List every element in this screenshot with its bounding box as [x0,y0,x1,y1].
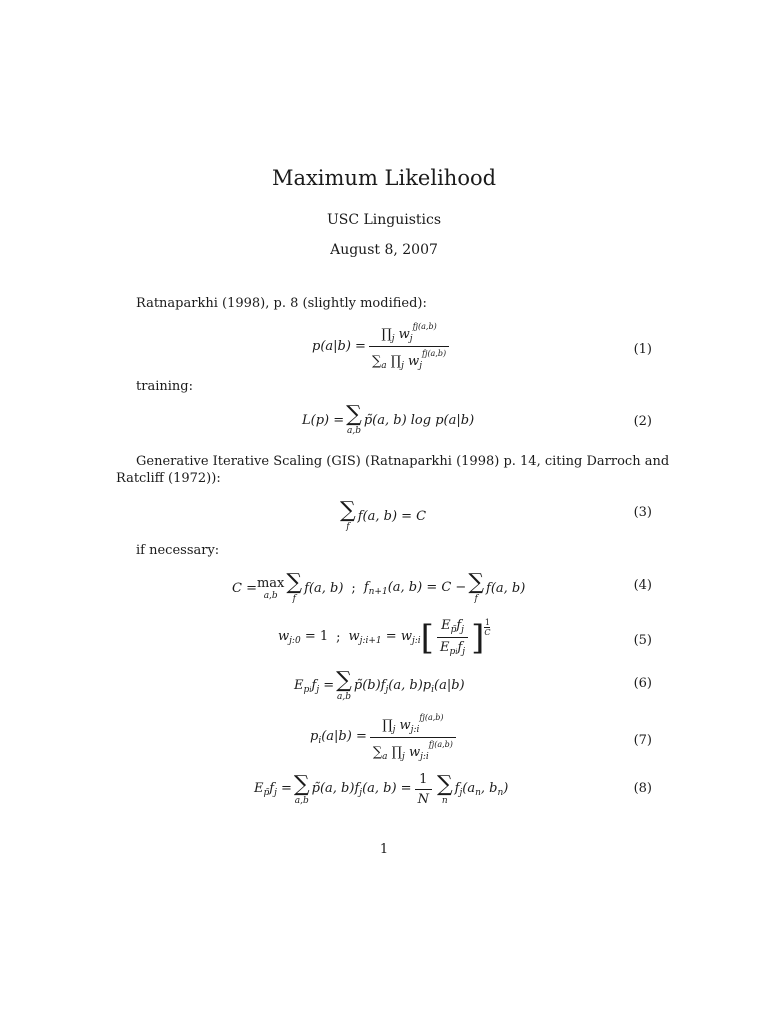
equation-8: $E_{p̃}f_j$ = ∑ a,b p̃(a, $b)f_j(a$, b) = $\frac{1}{N}$ ∑ n $f_j(a_n$, $b_n$) [254,771,509,807]
equation-1 [312,322,452,371]
eq4-sum-1: ∑ f [286,570,303,604]
page-number: 1 [379,842,389,857]
eq2-rhs: p̃(a, b) log p(a|b) [363,412,475,428]
paper-date: August 8, 2007 [330,242,438,258]
paper-title: Maximum Likelihood [271,166,497,190]
equation-7-number: (7) [633,733,652,748]
eq7-fraction: $\frac{\prod_j w_{j:i}^{fj(a,b)}}{\sum_a \prod_j w_{j:i}^{fj(a,b)}}$ [370,713,456,762]
equation-3 [338,500,426,532]
equation-3-number: (3) [633,505,652,520]
eq3-sum: ∑ f [340,498,356,532]
equation-5: $w_{j:0} = 1$ ; $w_{j:i+1} = w_{j:i}$ [ $\frac{E_{p̃}f_j}{E_{pi}f_j}$ ] 1 C [278,617,491,658]
gis-paragraph-line-1: Generative Iterative Scaling (GIS) (Ratnaparkhi (1998) p. 14, citing Darroch and [136,454,670,469]
eq2-sum: ∑ a,b [346,402,362,436]
intro-paragraph: Ratnaparkhi (1998), p. 8 (slightly modified): [136,296,427,311]
paper-author: USC Linguistics [326,212,442,228]
gis-paragraph-line-2: Ratcliff (1972)): [116,471,221,486]
eq1-fraction: $\frac{\prod_j w_j^{fj(a,b)}}{\sum_a \prod_j w_j^{fj(a,b)}}$ [369,322,449,371]
training-label: training: [136,379,193,394]
eq2-lhs: L(p) = [302,412,345,428]
eq4-max: max a,b [256,575,285,601]
eq6-sum: ∑ a,b [336,668,352,702]
equation-5-number: (5) [633,633,652,648]
eq5-fraction: $\frac{E_{p̃}f_j}{E_{pi}f_j}$ [437,618,468,657]
equation-1-number: (1) [633,342,652,357]
eq8-sum-2: ∑ n [436,771,453,806]
equation-4-number: (4) [633,578,652,593]
equation-2-number: (2) [633,414,652,429]
if-necessary-label: if necessary: [136,543,220,558]
eq4-sum-2: ∑ f [468,570,485,604]
equation-6-number: (6) [633,676,652,691]
equation-8-number: (8) [633,781,652,796]
equation-7: $p_i(a|b)$ = $\frac{\prod_j w_{j:i}^{fj(a,b)}}{\sum_a \prod_j w_{j:i}^{fj(a,b)}}$ [310,713,459,762]
eq3-rhs: f(a, b) = C [357,508,427,524]
equation-6: $E_{pi}f_j$ = ∑ a,b $p̃(b)f_j(a$, $b)p_i(a|b)$ [294,668,465,702]
eq1-lhs: p(a|b) = [312,339,366,354]
equation-2 [302,404,474,436]
eq8-fraction: $\frac{1}{N}$ [415,772,432,807]
equation-4: C = max a,b ∑ f f(a, b) ; $f_{n+1}(a$, b) = C − ∑ f f(a, b) [232,570,526,604]
eq8-sum-1: ∑ a,b [293,771,310,806]
